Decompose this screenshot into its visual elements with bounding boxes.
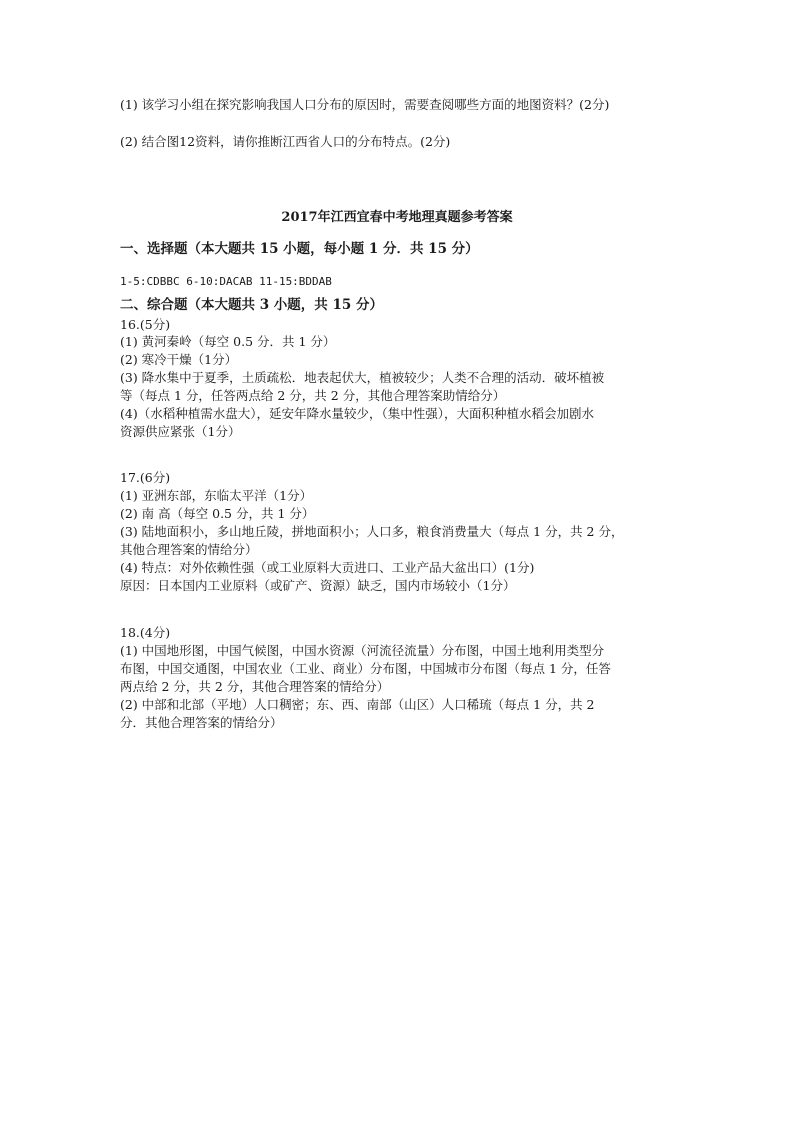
q17-line: (4) 特点：对外依赖性强（或工业原料大贡进口、工业产品大盆出口）(1分)	[120, 560, 535, 575]
answer-title: 2017年江西宜春中考地理真题参考答案	[281, 210, 513, 225]
q16-line: 资源供应紧张（1分）	[120, 424, 241, 439]
q16-line: 等（每点 1 分，任答两点给 2 分，共 2 分，其他合理答案助情给分）	[120, 388, 506, 403]
q16-line: (4)（水稻种植需水盘大），延安年降水量较少，（集中性强），大面积种植水稻会加剧水	[120, 406, 594, 421]
q17-head: 17.(6分)	[120, 470, 171, 485]
question-2: (2) 结合图12资料，请你推断江西省人口的分布特点。(2分)	[120, 134, 451, 149]
q18-line: 布图，中国交通图，中国农业（工业、商业）分布图，中国城市分布图（每点 1 分，任答	[120, 661, 611, 676]
q16-line: (3) 降水集中于夏季，土质疏松．地表起伏大，植被较少；人类不合理的活动．破坏植被	[120, 370, 605, 385]
q17-line: (3) 陆地面积小，多山地丘陵，拼地面积小；人口多，粮食消费量大（每点 1 分，共 2 分，	[120, 524, 624, 539]
q18-line: 两点给 2 分，共 2 分，其他合理答案的情给分）	[120, 679, 390, 694]
q16-head: 16.(5分)	[120, 317, 171, 332]
q16-line: (2) 寒冷干燥（1分）	[120, 352, 238, 367]
q18-line: 分．其他合理答案的情给分）	[120, 715, 283, 730]
q18-line: (1) 中国地形图，中国气候图，中国水资源（河流径流量）分布图，中国土地利用类型分	[120, 643, 605, 658]
choice-answers: 1-5:CDBBC 6-10:DACAB 11-15:BDDAB	[120, 275, 332, 288]
q18-line: (2) 中部和北部（平地）人口稠密；东、西、南部（山区）人口稀琉（每点 1 分，共 2	[120, 697, 595, 712]
question-1: (1) 该学习小组在探究影响我国人口分布的原因时，需要查阅哪些方面的地图资料？(2分)	[120, 97, 610, 112]
section-1-heading: 一、选择题（本大题共 15 小题，每小题 1 分．共 15 分）	[120, 241, 479, 257]
q18-head: 18.(4分)	[120, 625, 171, 640]
section-2-heading: 二、综合题（本大题共 3 小题，共 15 分）	[120, 297, 383, 313]
q17-line: 原因：日本国内工业原料（或矿产、资源）缺乏，国内市场较小（1分）	[120, 578, 516, 593]
q17-line: (1) 亚洲东部，东临太平洋（1分）	[120, 488, 313, 503]
q17-line: 其他合理答案的情给分）	[120, 542, 258, 557]
q16-line: (1) 黄河秦岭（每空 0.5 分．共 1 分）	[120, 334, 336, 349]
q17-line: (2) 南 高（每空 0.5 分，共 1 分）	[120, 506, 315, 521]
